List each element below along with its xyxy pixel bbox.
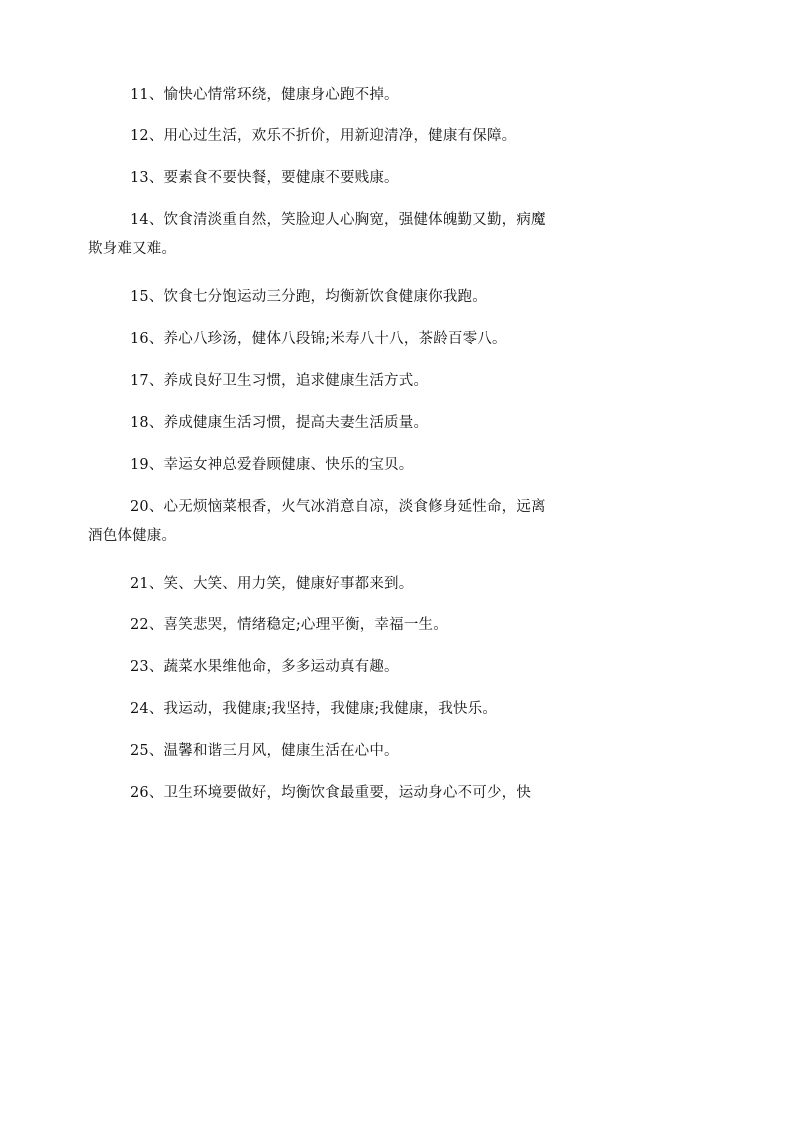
slogan-11: 11、愉快心情常环绕，健康身心跑不掉。	[130, 87, 399, 103]
slogan-23: 23、蔬菜水果维他命，多多运动真有趣。	[130, 659, 399, 675]
slogan-12: 12、用心过生活，欢乐不折价，用新迎清净，健康有保障。	[130, 128, 517, 144]
slogan-13: 13、要素食不要快餐，要健康不要贱康。	[130, 170, 399, 186]
slogan-20: 20、心无烦恼菜根香，火气冰消意自凉，淡食修身延性命，远离酒色体健康。	[88, 499, 546, 544]
slogan-22: 22、喜笑悲哭，情绪稳定;心理平衡，幸福一生。	[130, 617, 448, 633]
slogan-21: 21、笑、大笑、用力笑，健康好事都来到。	[130, 576, 414, 592]
slogan-14: 14、饮食清淡重自然，笑脸迎人心胸宽，强健体魄勤又勤，病魔欺身难又难。	[88, 212, 546, 257]
slogan-19: 19、幸运女神总爱眷顾健康、快乐的宝贝。	[130, 457, 414, 473]
slogan-26: 26、卫生环境要做好，均衡饮食最重要，运动身心不可少，快	[130, 785, 532, 801]
slogan-24: 24、我运动，我健康;我坚持，我健康;我健康，我快乐。	[130, 701, 498, 717]
slogan-17: 17、养成良好卫生习惯，追求健康生活方式。	[130, 373, 429, 389]
slogan-16: 16、养心八珍汤，健体八段锦;米寿八十八，茶龄百零八。	[130, 331, 507, 347]
slogan-15: 15、饮食七分饱运动三分跑，均衡新饮食健康你我跑。	[130, 289, 487, 305]
slogan-18: 18、养成健康生活习惯，提高夫妻生活质量。	[130, 415, 429, 431]
slogan-25: 25、温馨和谐三月风，健康生活在心中。	[130, 743, 399, 759]
